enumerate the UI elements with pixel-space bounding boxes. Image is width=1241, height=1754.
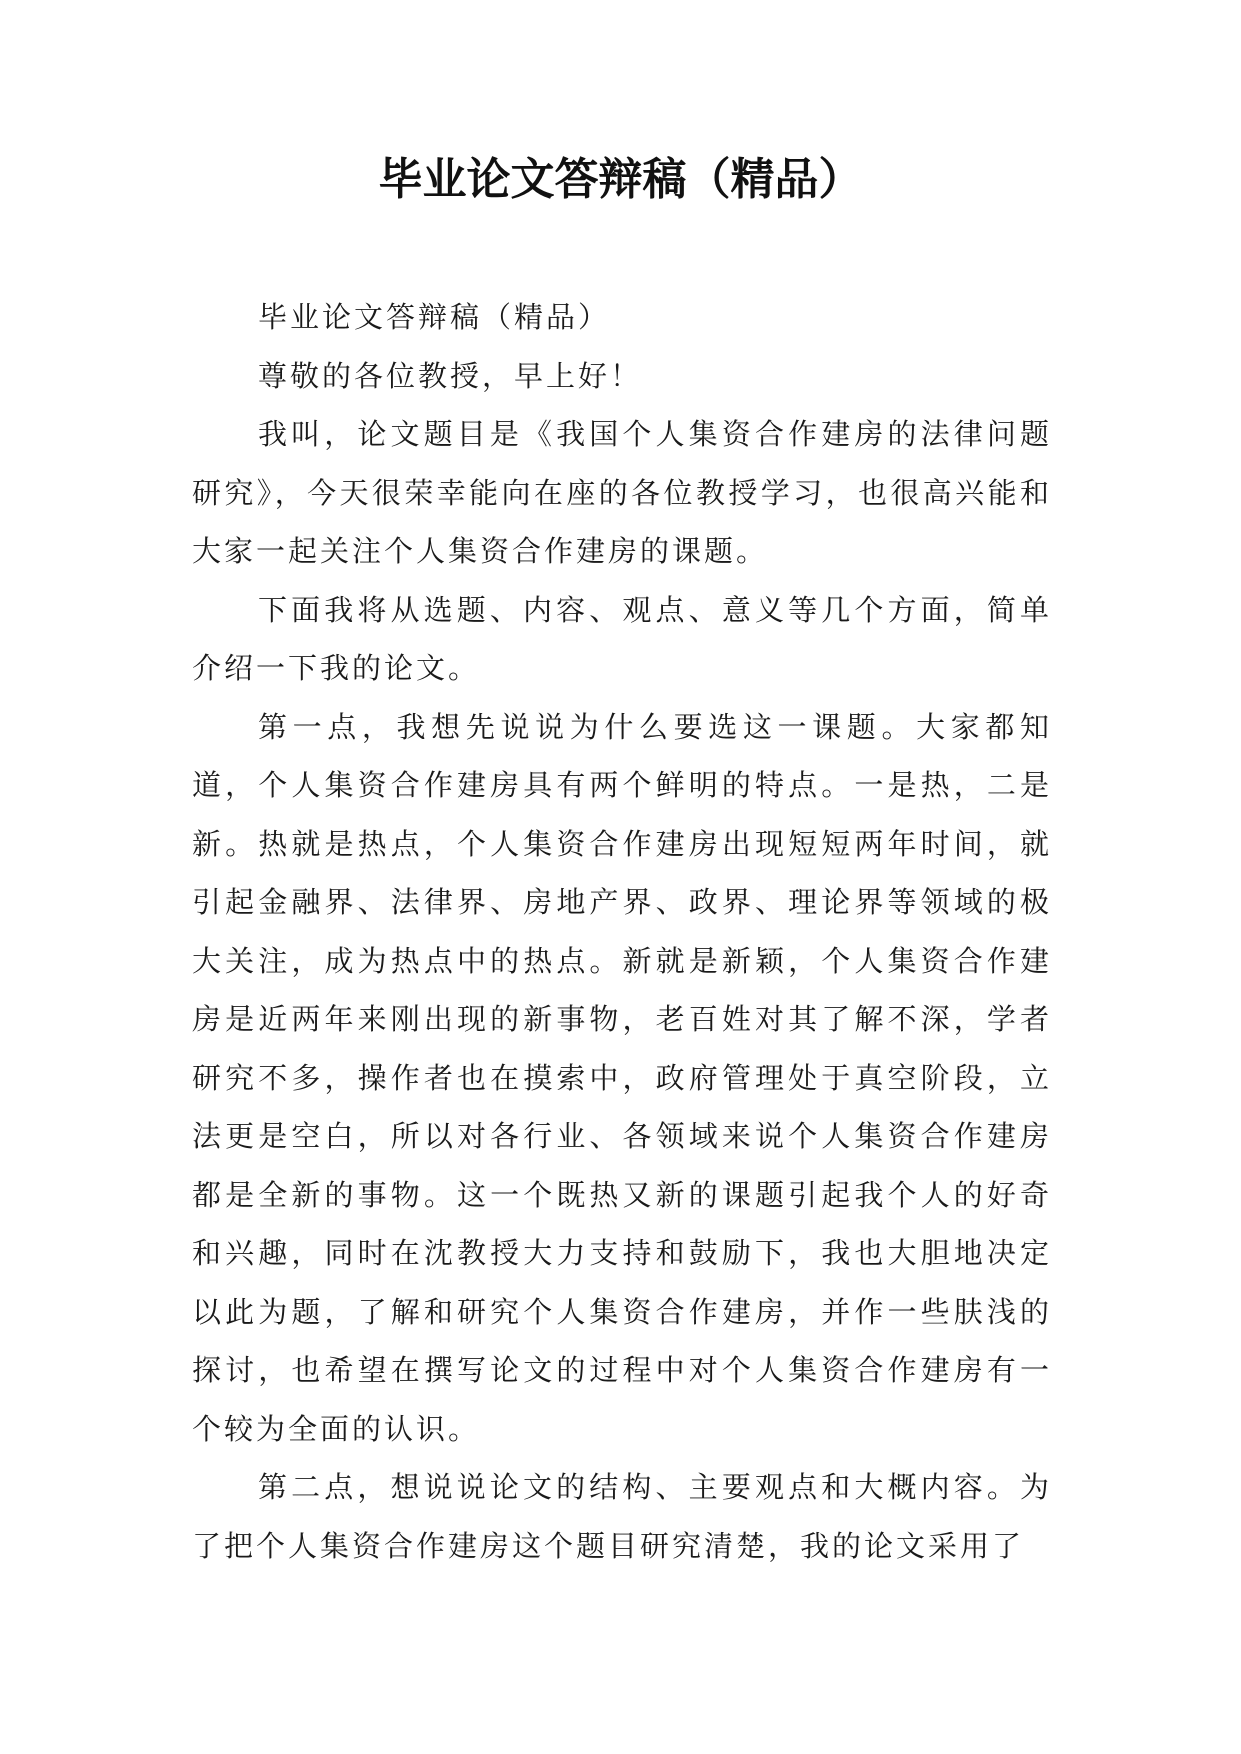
paragraph-point-one: 第一点，我想先说说为什么要选这一课题。大家都知道，个人集资合作建房具有两个鲜明的特点。一是热，二是新。热就是热点，个人集资合作建房出现短短两年时间，就引起金融界、法律界、房地产界、政界、理论界等领域的极大关注，成为热点中的热点。新就是新颖，个人集资合作建房是近两年来刚出现的新事物，老百姓对其了解不深，学者研究不多，操作者也在摸索中，政府管理处于真空阶段，立法更是空白，所以对各行业、各领域来说个人集资合作建房都是全新的事物。这一个既热又新的课题引起我个人的好奇和兴趣，同时在沈教授大力支持和鼓励下，我也大胆地决定以此为题，了解和研究个人集资合作建房，并作一些肤浅的探讨，也希望在撰写论文的过程中对个人集资合作建房有一个较为全面的认识。 xyxy=(192,709,1052,1446)
paragraph-greeting: 尊敬的各位教授，早上好！ xyxy=(258,358,643,393)
document-body xyxy=(192,288,1052,1575)
paragraph-repeated-title: 毕业论文答辩稿（精品） xyxy=(258,300,611,334)
paragraph-introduction: 我叫，论文题目是《我国个人集资合作建房的法律问题研究》，今天很荣幸能向在座的各位教授学习，也很高兴能和大家一起关注个人集资合作建房的课题。 xyxy=(192,417,1052,568)
paragraph-outline: 下面我将从选题、内容、观点、意义等几个方面，简单介绍一下我的论文。 xyxy=(192,592,1052,685)
paragraph-point-two: 第二点，想说说论文的结构、主要观点和大概内容。为了把个人集资合作建房这个题目研究清楚，我的论文采用了 xyxy=(192,1470,1052,1563)
document-title: 毕业论文答辩稿（精品） xyxy=(378,154,863,205)
